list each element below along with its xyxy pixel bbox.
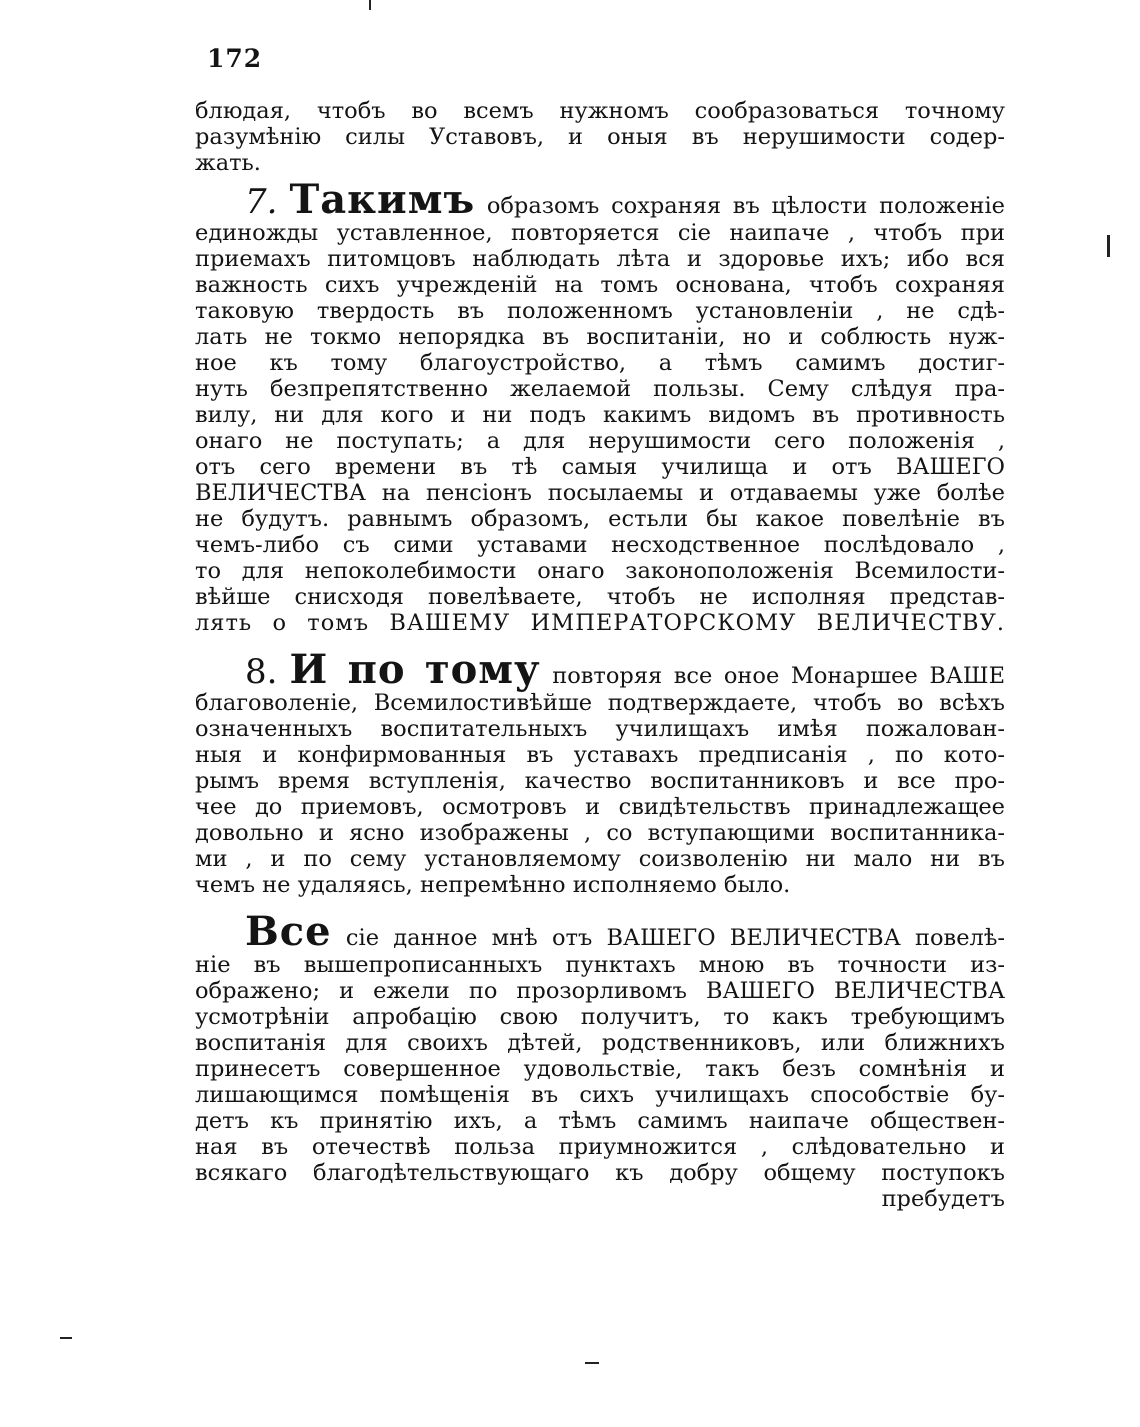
- text-line: ніе въ вышепрописанныхъ пунктахъ мною въ точности из-: [195, 952, 1005, 978]
- page-number: 172: [207, 44, 263, 73]
- text-line: ображено; и ежели по прозорливомъ ВАШЕГО ВЕЛИЧЕСТВА: [195, 978, 1005, 1004]
- text-line: чее до приемовъ, осмотровъ и свидѣтельствъ принадлежащее: [195, 794, 1005, 820]
- text-line: довольно и ясно изображены , со вступающими воспитанника-: [195, 820, 1005, 846]
- closing-paragraph: [195, 908, 1006, 1212]
- text-line: усмотрѣніи апробацію свою получитъ, то какъ требующимъ: [195, 1004, 1005, 1030]
- text-line: означенныхъ воспитательныхъ училищахъ имѣя пожалован-: [195, 716, 1005, 742]
- text-line: разумѣнію силы Уставовъ, и оныя въ нерушимости содер-: [195, 124, 1005, 150]
- text-line: лать не токмо непорядка въ воспитаніи, но и соблюсть нуж-: [195, 324, 1005, 350]
- paragraph-first-line: [195, 908, 1006, 955]
- text-line: чемъ не удаляясь, непремѣнно исполняемо было.: [195, 872, 791, 898]
- text-line: рымъ время вступленія, качество воспитанниковъ и все про-: [195, 768, 1005, 794]
- paragraph-number: 8.: [245, 652, 278, 692]
- text-line: принесетъ совершенное удовольствіе, такъ безъ сомнѣнія и: [195, 1056, 1005, 1082]
- paragraph-continuation: [195, 98, 1005, 176]
- lead-word: Такимъ: [289, 176, 476, 223]
- paragraph-8: [195, 646, 1006, 898]
- text-line: таковую твердость въ положенномъ установленіи , не сдѣ-: [195, 298, 1005, 324]
- text-line: вѣйше снисходя повелѣваете, чтобъ не исполняя представ-: [195, 584, 1005, 610]
- paragraph-number: 7.: [245, 182, 278, 222]
- scan-mark: [369, 0, 371, 10]
- paragraph-first-line: [195, 646, 1006, 693]
- text-line: ная въ отечествѣ польза приумножится , слѣдовательно и: [195, 1134, 1005, 1160]
- text-line: онаго не поступать; а для нерушимости сего положенія ,: [195, 428, 1005, 454]
- text-line: воспитанія для своихъ дѣтей, родственниковъ, или ближнихъ: [195, 1030, 1005, 1056]
- scan-mark: [60, 1337, 72, 1339]
- first-line-text: сіе данное мнѣ отъ ВАШЕГО ВЕЛИЧЕСТВА повелѣ-: [345, 925, 1006, 951]
- paragraph-first-line: [195, 176, 1006, 223]
- text-line: лять о томъ ВАШЕМУ ИМПЕРАТОРСКОМУ ВЕЛИЧЕСТВУ.: [195, 610, 1005, 636]
- text-line: чемъ-либо съ сими уставами несходственное послѣдовало ,: [195, 532, 1005, 558]
- text-line: приемахъ питомцовъ наблюдать лѣта и здоровье ихъ; ибо вся: [195, 246, 1005, 272]
- text-line: блюдая, чтобъ во всемъ нужномъ сообразоваться точному: [195, 98, 1005, 124]
- text-line: нуть безпрепятственно желаемой пользы. Сему слѣдуя пра-: [195, 376, 1005, 402]
- text-line: ныя и конфирмованныя въ уставахъ предписанія , по кото-: [195, 742, 1005, 768]
- scan-mark: [1107, 235, 1110, 257]
- text-line: то для непоколебимости онаго законоположенія Всемилости-: [195, 558, 1005, 584]
- catchword: пребудетъ: [881, 1186, 1005, 1212]
- text-line: детъ къ принятію ихъ, а тѣмъ самимъ наипаче обществен-: [195, 1108, 1005, 1134]
- scan-mark: [585, 1362, 599, 1364]
- text-line: вилу, ни для кого и ни подъ какимъ видомъ въ противность: [195, 402, 1005, 428]
- first-line-text: образомъ сохраняя въ цѣлости положеніе: [486, 193, 1006, 219]
- text-line: ми , и по сему установляемому соизволенію ни мало ни въ: [195, 846, 1005, 872]
- text-line: благоволеніе, Всемилостивѣйше подтверждаете, чтобъ во всѣхъ: [195, 690, 1005, 716]
- text-line: не будутъ. равнымъ образомъ, естьли бы какое повелѣніе въ: [195, 506, 1005, 532]
- lead-word: И по тому: [289, 646, 541, 693]
- first-line-text: повторяя все оное Монаршее ВАШЕ: [552, 663, 1006, 689]
- text-line: отъ сего времени въ тѣ самыя училища и отъ ВАШЕГО: [195, 454, 1005, 480]
- text-line: всякаго благодѣтельствующаго къ добру общему поступокъ: [195, 1160, 1005, 1186]
- paragraph-7: [195, 176, 1006, 636]
- lead-word: Все: [245, 908, 332, 955]
- text-line: ВЕЛИЧЕСТВА на пенсіонъ посылаемы и отдаваемы уже болѣе: [195, 480, 1005, 506]
- text-line: лишающимся помѣщенія въ сихъ училищахъ способствіе бу-: [195, 1082, 1005, 1108]
- text-line: ное къ тому благоустройство, а тѣмъ самимъ достиг-: [195, 350, 1005, 376]
- text-line: единожды уставленное, повторяется сіе наипаче , чтобъ при: [195, 220, 1005, 246]
- text-line: важность сихъ учрежденій на томъ основана, чтобъ сохраняя: [195, 272, 1005, 298]
- text-line: жать.: [195, 150, 261, 176]
